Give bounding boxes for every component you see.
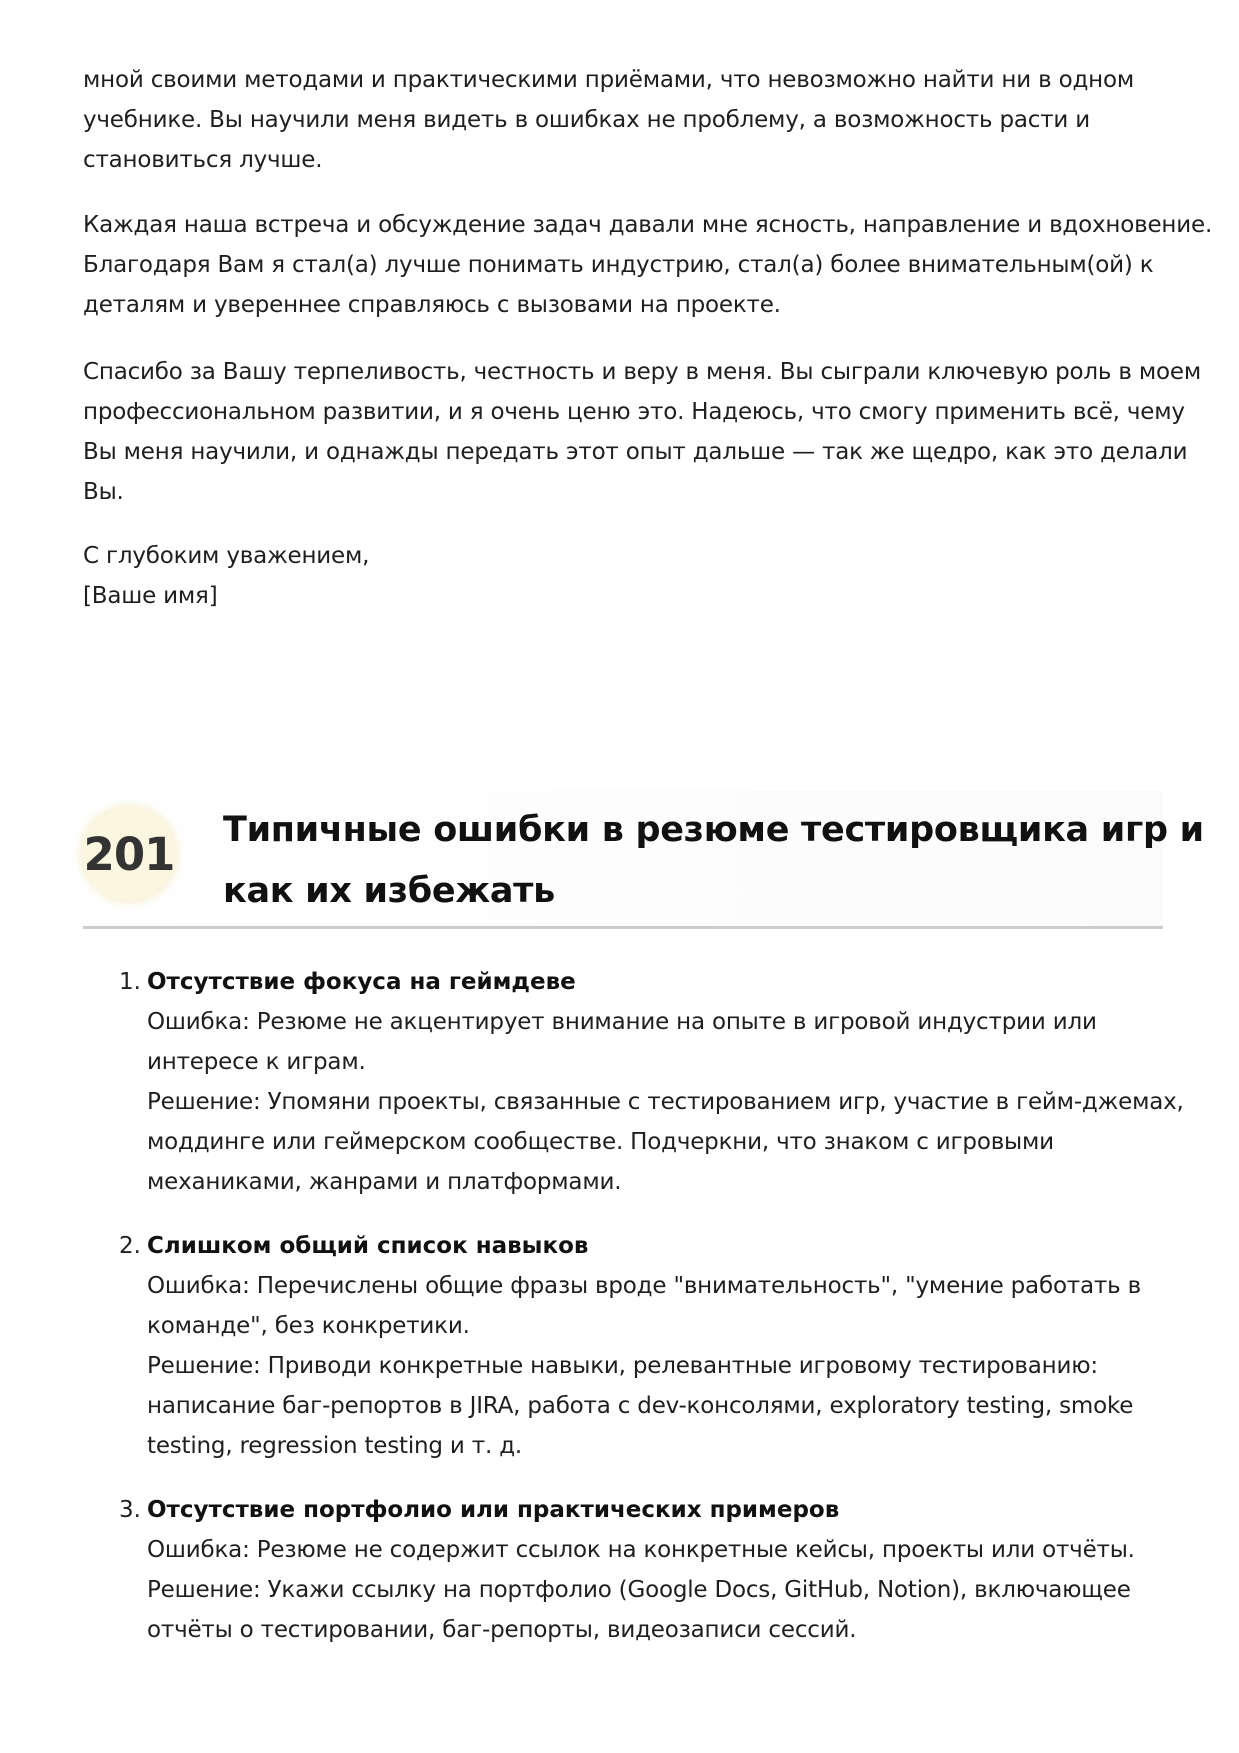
text-line: становиться лучше. [83, 147, 323, 173]
list-item-text: интересе к играм. [147, 1049, 366, 1075]
list-item [83, 962, 1184, 1202]
list-item-title: Слишком общий список навыков [147, 1233, 589, 1259]
list-item-text: Решение: Укажи ссылку на портфолио (Google Docs, GitHub, Notion), включающее [147, 1577, 1131, 1603]
intro-paragraph-3 [83, 352, 1201, 512]
list-item-number: 1. [119, 969, 141, 995]
list-item-text: Ошибка: Резюме не акцентирует внимание на опыте в игровой индустрии или [147, 1009, 1097, 1035]
list-item-text: механиками, жанрами и платформами. [147, 1169, 622, 1195]
text-line: Вы меня научили, и однажды передать этот опыт дальше — так же щедро, как это делали [83, 439, 1188, 465]
section-header [83, 790, 1204, 929]
closing-line: С глубоким уважением, [83, 543, 370, 569]
text-line: Вы. [83, 479, 124, 505]
intro-paragraph-1 [83, 60, 1163, 180]
list-item-title: Отсутствие фокуса на геймдеве [147, 969, 576, 995]
list-item-text: моддинге или геймерском сообществе. Подчеркни, что знаком с игровыми [147, 1129, 1054, 1155]
list-item-text: написание баг-репортов в JIRA, работа с dev-консолями, exploratory testing, smoke [147, 1393, 1134, 1419]
list-item-text: команде", без конкретики. [147, 1313, 470, 1339]
list-item-text: Решение: Упомяни проекты, связанные с тестированием игр, участие в гейм-джемах, [147, 1089, 1184, 1115]
section-number: 201 [83, 828, 175, 881]
signature-placeholder: [Ваше имя] [83, 583, 218, 609]
section-title [223, 800, 1204, 922]
list-item-text: testing, regression testing и т. д. [147, 1433, 523, 1459]
list-item-number: 3. [119, 1497, 141, 1523]
list-item [83, 1490, 1163, 1650]
section-title-line: Типичные ошибки в резюме тестировщика игр и [223, 810, 1204, 850]
list-item [83, 1226, 1163, 1466]
list-item-text: отчёты о тестировании, баг-репорты, видеозаписи сессий. [147, 1617, 857, 1643]
text-line: профессиональном развитии, и я очень ценю это. Надеюсь, что смогу применить всё, чему [83, 399, 1185, 425]
section-title-line: как их избежать [223, 871, 555, 911]
text-line: Благодаря Вам я стал(а) лучше понимать индустрию, стал(а) более внимательным(ой) к [83, 252, 1154, 278]
text-line: деталям и увереннее справляюсь с вызовами на проекте. [83, 292, 781, 318]
text-line: мной своими методами и практическими приёмами, что невозможно найти ни в одном [83, 67, 1135, 93]
list-item-text: Ошибка: Резюме не содержит ссылок на конкретные кейсы, проекты или отчёты. [147, 1537, 1135, 1563]
list-item-text: Решение: Приводи конкретные навыки, релевантные игровому тестированию: [147, 1353, 1098, 1379]
list-item-number: 2. [119, 1233, 141, 1259]
mistakes-list [83, 962, 1184, 1674]
closing-signature [83, 536, 1163, 616]
text-line: Каждая наша встреча и обсуждение задач давали мне ясность, направление и вдохновение. [83, 212, 1213, 238]
intro-paragraph-2 [83, 205, 1213, 325]
text-line: Спасибо за Вашу терпеливость, честность и веру в меня. Вы сыграли ключевую роль в моем [83, 359, 1201, 385]
section-number-badge [83, 808, 175, 900]
text-line: учебнике. Вы научили меня видеть в ошибках не проблему, а возможность расти и [83, 107, 1090, 133]
list-item-title: Отсутствие портфолио или практических примеров [147, 1497, 840, 1523]
list-item-text: Ошибка: Перечислены общие фразы вроде "внимательность", "умение работать в [147, 1273, 1141, 1299]
